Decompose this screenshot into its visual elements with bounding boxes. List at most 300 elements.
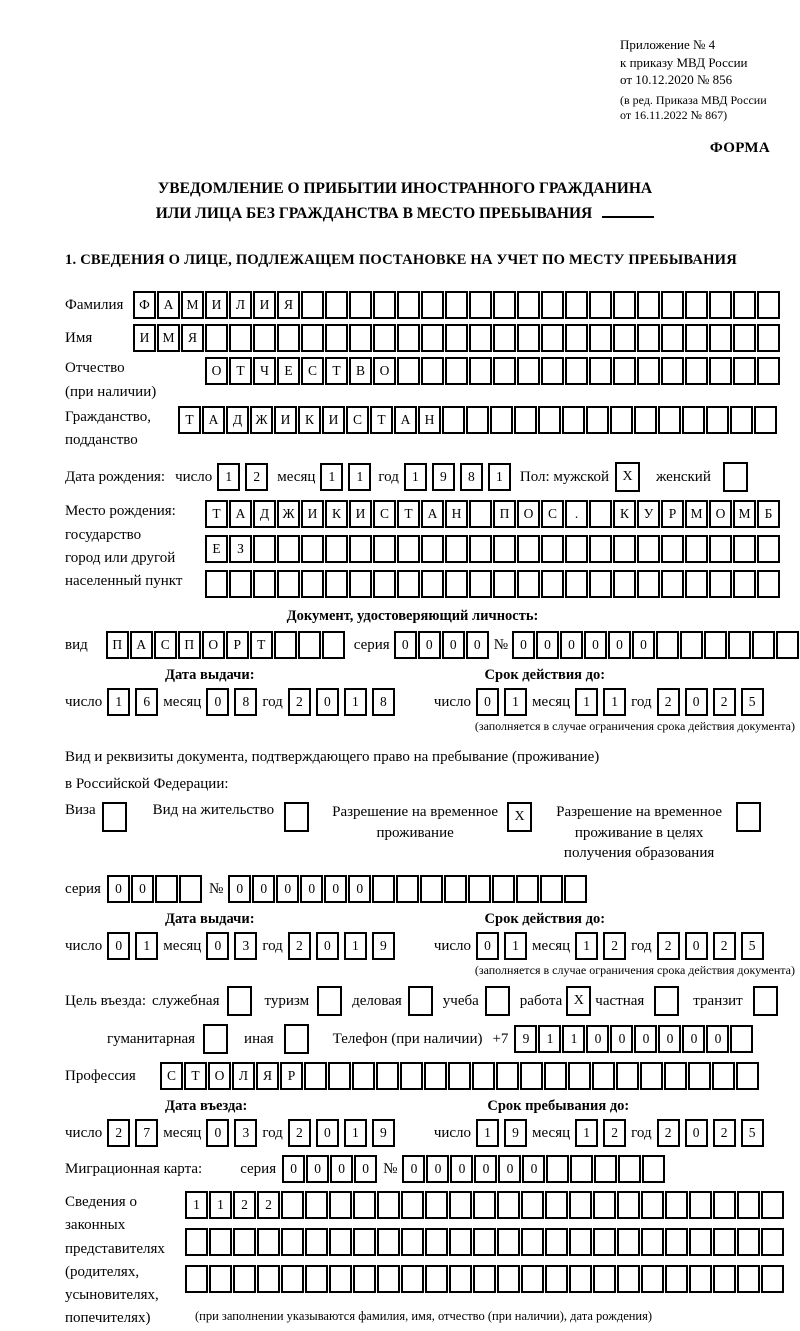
char-cell[interactable]: С [160, 1062, 183, 1090]
char-cell[interactable]: 1 [603, 688, 626, 716]
char-cell[interactable]: 0 [348, 875, 371, 903]
char-cell[interactable]: И [301, 500, 324, 528]
purpose-transit-checkbox[interactable] [753, 986, 778, 1016]
char-cell[interactable]: 9 [432, 463, 455, 491]
char-cell[interactable]: 0 [426, 1155, 449, 1183]
char-cell[interactable]: В [349, 357, 372, 385]
residence-permit-checkbox[interactable] [284, 802, 309, 832]
char-cell[interactable] [709, 291, 732, 319]
char-cell[interactable] [179, 875, 202, 903]
sex-female-checkbox[interactable] [723, 462, 748, 492]
char-cell[interactable]: 9 [514, 1025, 537, 1053]
char-cell[interactable] [610, 406, 633, 434]
char-cell[interactable]: 0 [206, 688, 229, 716]
char-cell[interactable] [233, 1228, 256, 1256]
char-cell[interactable] [377, 1228, 400, 1256]
char-cell[interactable] [761, 1228, 784, 1256]
char-cell[interactable]: Р [280, 1062, 303, 1090]
char-cell[interactable] [377, 1191, 400, 1219]
char-cell[interactable] [521, 1265, 544, 1293]
char-cell[interactable] [397, 324, 420, 352]
char-cell[interactable] [682, 406, 705, 434]
char-cell[interactable] [233, 1265, 256, 1293]
char-cell[interactable] [737, 1191, 760, 1219]
char-cell[interactable]: 2 [713, 1119, 736, 1147]
char-cell[interactable] [565, 570, 588, 598]
char-cell[interactable] [689, 1228, 712, 1256]
char-cell[interactable]: 2 [288, 1119, 311, 1147]
char-cell[interactable] [377, 1265, 400, 1293]
char-cell[interactable] [736, 1062, 759, 1090]
sex-male-checkbox[interactable]: X [615, 462, 640, 492]
char-cell[interactable] [617, 1228, 640, 1256]
char-cell[interactable] [641, 1265, 664, 1293]
char-cell[interactable]: 8 [460, 463, 483, 491]
char-cell[interactable] [569, 1265, 592, 1293]
char-cell[interactable]: М [685, 500, 708, 528]
char-cell[interactable]: 1 [344, 1119, 367, 1147]
char-cell[interactable]: 1 [320, 463, 343, 491]
char-cell[interactable]: 0 [560, 631, 583, 659]
char-cell[interactable]: 9 [372, 1119, 395, 1147]
char-cell[interactable]: Н [418, 406, 441, 434]
char-cell[interactable] [661, 357, 684, 385]
char-cell[interactable] [617, 1191, 640, 1219]
char-cell[interactable]: 5 [741, 688, 764, 716]
char-cell[interactable]: Т [205, 500, 228, 528]
char-cell[interactable] [372, 875, 395, 903]
char-cell[interactable]: Т [325, 357, 348, 385]
char-cell[interactable]: 3 [234, 932, 257, 960]
char-cell[interactable] [517, 291, 540, 319]
char-cell[interactable] [656, 631, 679, 659]
char-cell[interactable] [301, 570, 324, 598]
char-cell[interactable] [421, 357, 444, 385]
char-cell[interactable] [517, 324, 540, 352]
char-cell[interactable]: Р [226, 631, 249, 659]
char-cell[interactable] [613, 570, 636, 598]
char-cell[interactable]: П [178, 631, 201, 659]
char-cell[interactable] [301, 535, 324, 563]
char-cell[interactable] [754, 406, 777, 434]
char-cell[interactable]: 0 [394, 631, 417, 659]
char-cell[interactable] [565, 324, 588, 352]
char-cell[interactable] [352, 1062, 375, 1090]
char-cell[interactable] [155, 875, 178, 903]
char-cell[interactable] [565, 535, 588, 563]
char-cell[interactable] [685, 570, 708, 598]
char-cell[interactable] [661, 570, 684, 598]
char-cell[interactable] [665, 1265, 688, 1293]
char-cell[interactable] [473, 1228, 496, 1256]
char-cell[interactable]: 0 [276, 875, 299, 903]
char-cell[interactable]: 0 [536, 631, 559, 659]
char-cell[interactable]: 0 [107, 875, 130, 903]
char-cell[interactable]: 0 [474, 1155, 497, 1183]
char-cell[interactable] [521, 1191, 544, 1219]
char-cell[interactable]: П [106, 631, 129, 659]
char-cell[interactable]: 7 [135, 1119, 158, 1147]
char-cell[interactable] [589, 357, 612, 385]
char-cell[interactable] [353, 1191, 376, 1219]
char-cell[interactable] [376, 1062, 399, 1090]
char-cell[interactable]: 1 [217, 463, 240, 491]
char-cell[interactable] [473, 1265, 496, 1293]
char-cell[interactable] [757, 324, 780, 352]
char-cell[interactable]: 1 [107, 688, 130, 716]
char-cell[interactable]: С [541, 500, 564, 528]
char-cell[interactable] [541, 324, 564, 352]
char-cell[interactable] [469, 570, 492, 598]
char-cell[interactable] [305, 1228, 328, 1256]
char-cell[interactable] [421, 324, 444, 352]
char-cell[interactable]: Ж [277, 500, 300, 528]
char-cell[interactable] [706, 406, 729, 434]
char-cell[interactable] [305, 1191, 328, 1219]
char-cell[interactable] [298, 631, 321, 659]
char-cell[interactable] [396, 875, 419, 903]
char-cell[interactable] [520, 1062, 543, 1090]
char-cell[interactable]: С [154, 631, 177, 659]
char-cell[interactable] [493, 357, 516, 385]
temp-residence-checkbox[interactable]: X [507, 802, 532, 832]
char-cell[interactable] [209, 1228, 232, 1256]
char-cell[interactable]: 5 [741, 1119, 764, 1147]
char-cell[interactable]: 1 [344, 932, 367, 960]
char-cell[interactable] [469, 357, 492, 385]
char-cell[interactable]: Т [370, 406, 393, 434]
char-cell[interactable]: Т [178, 406, 201, 434]
char-cell[interactable]: 1 [344, 688, 367, 716]
char-cell[interactable] [661, 535, 684, 563]
char-cell[interactable]: 0 [685, 688, 708, 716]
char-cell[interactable] [281, 1228, 304, 1256]
char-cell[interactable] [685, 535, 708, 563]
char-cell[interactable] [737, 1228, 760, 1256]
char-cell[interactable] [642, 1155, 665, 1183]
char-cell[interactable] [641, 1228, 664, 1256]
char-cell[interactable] [541, 535, 564, 563]
char-cell[interactable]: . [565, 500, 588, 528]
char-cell[interactable] [277, 535, 300, 563]
char-cell[interactable]: 0 [354, 1155, 377, 1183]
char-cell[interactable]: 0 [476, 932, 499, 960]
char-cell[interactable] [304, 1062, 327, 1090]
char-cell[interactable] [353, 1228, 376, 1256]
char-cell[interactable] [445, 324, 468, 352]
char-cell[interactable]: 0 [685, 1119, 708, 1147]
char-cell[interactable]: К [298, 406, 321, 434]
char-cell[interactable]: 0 [586, 1025, 609, 1053]
char-cell[interactable] [776, 631, 799, 659]
char-cell[interactable]: Е [205, 535, 228, 563]
char-cell[interactable] [185, 1265, 208, 1293]
char-cell[interactable] [613, 535, 636, 563]
char-cell[interactable] [569, 1228, 592, 1256]
char-cell[interactable] [281, 1191, 304, 1219]
char-cell[interactable] [589, 291, 612, 319]
char-cell[interactable]: 9 [372, 932, 395, 960]
char-cell[interactable]: 0 [402, 1155, 425, 1183]
char-cell[interactable]: 1 [575, 688, 598, 716]
char-cell[interactable] [281, 1265, 304, 1293]
char-cell[interactable]: О [373, 357, 396, 385]
char-cell[interactable] [658, 406, 681, 434]
char-cell[interactable] [445, 535, 468, 563]
char-cell[interactable]: 0 [584, 631, 607, 659]
char-cell[interactable]: 0 [685, 932, 708, 960]
char-cell[interactable]: К [325, 500, 348, 528]
char-cell[interactable] [517, 357, 540, 385]
char-cell[interactable] [349, 324, 372, 352]
char-cell[interactable]: Ж [250, 406, 273, 434]
char-cell[interactable] [277, 324, 300, 352]
char-cell[interactable]: З [229, 535, 252, 563]
char-cell[interactable]: А [130, 631, 153, 659]
char-cell[interactable] [490, 406, 513, 434]
char-cell[interactable]: Т [184, 1062, 207, 1090]
char-cell[interactable] [322, 631, 345, 659]
char-cell[interactable] [401, 1191, 424, 1219]
char-cell[interactable]: 0 [206, 1119, 229, 1147]
char-cell[interactable]: 0 [706, 1025, 729, 1053]
char-cell[interactable] [538, 406, 561, 434]
char-cell[interactable] [665, 1228, 688, 1256]
char-cell[interactable] [373, 324, 396, 352]
char-cell[interactable]: С [346, 406, 369, 434]
char-cell[interactable]: 2 [657, 932, 680, 960]
char-cell[interactable] [329, 1265, 352, 1293]
char-cell[interactable] [569, 1191, 592, 1219]
char-cell[interactable] [570, 1155, 593, 1183]
char-cell[interactable] [637, 570, 660, 598]
char-cell[interactable] [493, 570, 516, 598]
char-cell[interactable] [449, 1265, 472, 1293]
char-cell[interactable]: И [133, 324, 156, 352]
char-cell[interactable] [545, 1191, 568, 1219]
char-cell[interactable] [704, 631, 727, 659]
char-cell[interactable]: 0 [682, 1025, 705, 1053]
char-cell[interactable] [497, 1265, 520, 1293]
char-cell[interactable]: 2 [288, 688, 311, 716]
char-cell[interactable] [661, 291, 684, 319]
char-cell[interactable] [277, 570, 300, 598]
char-cell[interactable] [401, 1228, 424, 1256]
char-cell[interactable]: 1 [488, 463, 511, 491]
char-cell[interactable]: 0 [442, 631, 465, 659]
char-cell[interactable]: М [157, 324, 180, 352]
char-cell[interactable] [305, 1265, 328, 1293]
purpose-other-checkbox[interactable] [284, 1024, 309, 1054]
char-cell[interactable] [541, 357, 564, 385]
char-cell[interactable] [685, 291, 708, 319]
char-cell[interactable] [761, 1191, 784, 1219]
char-cell[interactable] [733, 357, 756, 385]
char-cell[interactable]: 6 [135, 688, 158, 716]
char-cell[interactable]: М [733, 500, 756, 528]
char-cell[interactable] [325, 291, 348, 319]
char-cell[interactable] [589, 535, 612, 563]
char-cell[interactable] [589, 500, 612, 528]
purpose-study-checkbox[interactable] [485, 986, 510, 1016]
char-cell[interactable] [752, 631, 775, 659]
char-cell[interactable] [685, 324, 708, 352]
char-cell[interactable]: 2 [245, 463, 268, 491]
char-cell[interactable]: Д [253, 500, 276, 528]
char-cell[interactable]: 0 [466, 631, 489, 659]
char-cell[interactable] [733, 535, 756, 563]
char-cell[interactable] [540, 875, 563, 903]
char-cell[interactable] [618, 1155, 641, 1183]
char-cell[interactable] [274, 631, 297, 659]
char-cell[interactable]: 1 [538, 1025, 561, 1053]
char-cell[interactable]: Л [229, 291, 252, 319]
char-cell[interactable]: П [493, 500, 516, 528]
char-cell[interactable] [329, 1191, 352, 1219]
char-cell[interactable] [445, 570, 468, 598]
char-cell[interactable]: 0 [316, 1119, 339, 1147]
char-cell[interactable] [445, 357, 468, 385]
char-cell[interactable] [664, 1062, 687, 1090]
char-cell[interactable]: 1 [575, 932, 598, 960]
char-cell[interactable]: 8 [372, 688, 395, 716]
char-cell[interactable] [205, 570, 228, 598]
purpose-tourism-checkbox[interactable] [317, 986, 342, 1016]
char-cell[interactable]: 3 [234, 1119, 257, 1147]
char-cell[interactable]: С [301, 357, 324, 385]
char-cell[interactable] [516, 875, 539, 903]
char-cell[interactable]: Л [232, 1062, 255, 1090]
char-cell[interactable]: О [205, 357, 228, 385]
char-cell[interactable] [472, 1062, 495, 1090]
char-cell[interactable]: 2 [233, 1191, 256, 1219]
char-cell[interactable] [709, 324, 732, 352]
char-cell[interactable] [564, 875, 587, 903]
char-cell[interactable]: И [322, 406, 345, 434]
char-cell[interactable] [757, 535, 780, 563]
char-cell[interactable] [730, 1025, 753, 1053]
purpose-private-checkbox[interactable] [654, 986, 679, 1016]
char-cell[interactable] [616, 1062, 639, 1090]
char-cell[interactable] [593, 1228, 616, 1256]
char-cell[interactable] [466, 406, 489, 434]
char-cell[interactable]: 0 [300, 875, 323, 903]
char-cell[interactable]: И [253, 291, 276, 319]
char-cell[interactable]: 0 [512, 631, 535, 659]
char-cell[interactable] [205, 324, 228, 352]
char-cell[interactable] [425, 1191, 448, 1219]
char-cell[interactable] [229, 324, 252, 352]
char-cell[interactable] [397, 291, 420, 319]
char-cell[interactable]: 1 [404, 463, 427, 491]
char-cell[interactable]: 2 [257, 1191, 280, 1219]
char-cell[interactable]: 0 [610, 1025, 633, 1053]
char-cell[interactable]: А [157, 291, 180, 319]
char-cell[interactable] [592, 1062, 615, 1090]
char-cell[interactable] [688, 1062, 711, 1090]
char-cell[interactable]: Я [277, 291, 300, 319]
char-cell[interactable] [400, 1062, 423, 1090]
char-cell[interactable] [445, 291, 468, 319]
char-cell[interactable] [544, 1062, 567, 1090]
char-cell[interactable]: 0 [418, 631, 441, 659]
char-cell[interactable] [617, 1265, 640, 1293]
char-cell[interactable]: 2 [713, 688, 736, 716]
char-cell[interactable]: 0 [324, 875, 347, 903]
char-cell[interactable]: 2 [603, 1119, 626, 1147]
char-cell[interactable]: Я [181, 324, 204, 352]
char-cell[interactable]: Р [661, 500, 684, 528]
char-cell[interactable] [442, 406, 465, 434]
char-cell[interactable] [637, 324, 660, 352]
char-cell[interactable] [613, 324, 636, 352]
char-cell[interactable]: 2 [288, 932, 311, 960]
char-cell[interactable] [757, 291, 780, 319]
char-cell[interactable] [253, 324, 276, 352]
char-cell[interactable] [373, 535, 396, 563]
char-cell[interactable] [469, 324, 492, 352]
char-cell[interactable] [473, 1191, 496, 1219]
char-cell[interactable]: Ч [253, 357, 276, 385]
char-cell[interactable]: 0 [522, 1155, 545, 1183]
char-cell[interactable] [253, 570, 276, 598]
char-cell[interactable]: 0 [107, 932, 130, 960]
char-cell[interactable] [514, 406, 537, 434]
char-cell[interactable]: И [205, 291, 228, 319]
char-cell[interactable] [257, 1228, 280, 1256]
char-cell[interactable]: К [613, 500, 636, 528]
char-cell[interactable]: А [229, 500, 252, 528]
char-cell[interactable] [562, 406, 585, 434]
char-cell[interactable]: 8 [234, 688, 257, 716]
char-cell[interactable]: И [274, 406, 297, 434]
char-cell[interactable] [733, 570, 756, 598]
char-cell[interactable] [496, 1062, 519, 1090]
char-cell[interactable]: 2 [657, 688, 680, 716]
char-cell[interactable] [421, 291, 444, 319]
char-cell[interactable] [497, 1191, 520, 1219]
char-cell[interactable] [328, 1062, 351, 1090]
char-cell[interactable] [640, 1062, 663, 1090]
char-cell[interactable] [493, 535, 516, 563]
char-cell[interactable] [497, 1228, 520, 1256]
char-cell[interactable] [325, 570, 348, 598]
char-cell[interactable]: Б [757, 500, 780, 528]
char-cell[interactable] [448, 1062, 471, 1090]
purpose-humanitarian-checkbox[interactable] [203, 1024, 228, 1054]
char-cell[interactable] [421, 570, 444, 598]
char-cell[interactable] [613, 291, 636, 319]
char-cell[interactable] [757, 570, 780, 598]
char-cell[interactable] [449, 1191, 472, 1219]
char-cell[interactable] [661, 324, 684, 352]
char-cell[interactable] [757, 357, 780, 385]
char-cell[interactable] [401, 1265, 424, 1293]
char-cell[interactable] [397, 357, 420, 385]
char-cell[interactable] [737, 1265, 760, 1293]
char-cell[interactable]: 0 [228, 875, 251, 903]
char-cell[interactable]: 0 [131, 875, 154, 903]
char-cell[interactable] [709, 535, 732, 563]
char-cell[interactable] [492, 875, 515, 903]
char-cell[interactable] [728, 631, 751, 659]
char-cell[interactable]: 1 [348, 463, 371, 491]
char-cell[interactable] [253, 535, 276, 563]
char-cell[interactable] [517, 570, 540, 598]
purpose-business-checkbox[interactable] [408, 986, 433, 1016]
char-cell[interactable] [493, 291, 516, 319]
char-cell[interactable] [468, 875, 491, 903]
